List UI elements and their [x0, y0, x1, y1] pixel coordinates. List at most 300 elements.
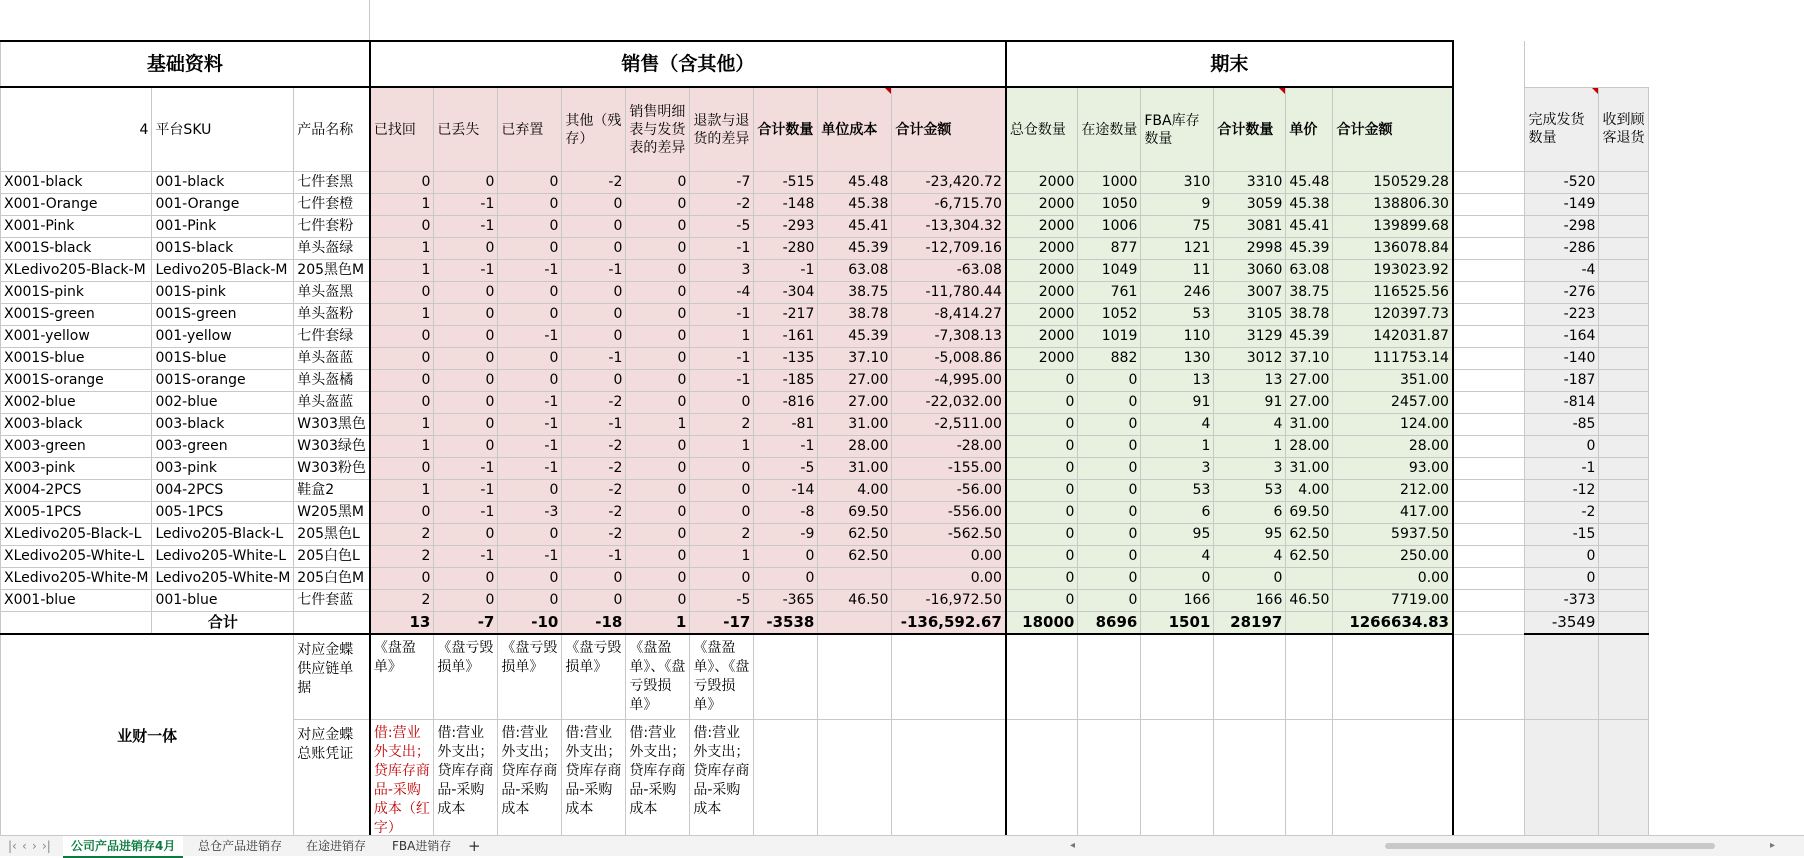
total-shipped-qty[interactable]: -3549 [1525, 612, 1599, 635]
sales-diff-cell[interactable]: 0 [626, 304, 690, 326]
end-total-amount-cell[interactable]: 111753.14 [1333, 348, 1453, 370]
empty-cell[interactable] [1599, 634, 1649, 720]
total-amount-cell[interactable]: -11,780.44 [892, 282, 1006, 304]
warehouse-qty-cell[interactable]: 0 [1006, 524, 1078, 546]
total-abandoned[interactable]: -10 [498, 612, 562, 635]
abandoned-cell[interactable]: 0 [498, 304, 562, 326]
end-total-amount-cell[interactable]: 116525.56 [1333, 282, 1453, 304]
sku-cell[interactable]: X001-yellow [1, 326, 152, 348]
sales-diff-cell[interactable]: 0 [626, 326, 690, 348]
section-finance[interactable]: 业财一体 [1, 634, 294, 835]
tab-fba-inventory[interactable]: FBA进销存 [392, 839, 452, 853]
product-name-cell[interactable]: 单头盔蓝 [294, 392, 370, 414]
warehouse-qty-cell[interactable]: 0 [1006, 392, 1078, 414]
shipped-qty-cell[interactable]: -2 [1525, 502, 1599, 524]
empty-cell[interactable] [1006, 720, 1078, 836]
empty-cell[interactable] [1078, 634, 1141, 720]
lost-cell[interactable]: -1 [434, 546, 498, 568]
unit-cost-cell[interactable]: 37.10 [818, 348, 892, 370]
sku-cell[interactable]: X001S-blue [1, 348, 152, 370]
empty-cell[interactable] [1453, 260, 1525, 282]
fba-qty-cell[interactable]: 4 [1141, 546, 1214, 568]
supply-cell[interactable]: 《盘盈单》 [370, 634, 434, 720]
end-total-amount-cell[interactable]: 139899.68 [1333, 216, 1453, 238]
empty-cell[interactable] [1214, 720, 1286, 836]
lost-cell[interactable]: -1 [434, 458, 498, 480]
abandoned-cell[interactable]: 0 [498, 568, 562, 590]
empty-cell[interactable] [1006, 634, 1078, 720]
transit-qty-cell[interactable]: 761 [1078, 282, 1141, 304]
received-cell[interactable] [1599, 282, 1649, 304]
end-total-amount-cell[interactable]: 150529.28 [1333, 172, 1453, 194]
end-total-qty-cell[interactable]: 166 [1214, 590, 1286, 612]
empty-cell[interactable] [892, 720, 1006, 836]
total-amount-cell[interactable]: 0.00 [892, 546, 1006, 568]
shipped-qty-cell[interactable]: 0 [1525, 546, 1599, 568]
abandoned-cell[interactable]: 0 [498, 370, 562, 392]
product-name-cell[interactable]: 205黑色M [294, 260, 370, 282]
abandoned-cell[interactable]: 0 [498, 172, 562, 194]
unit-price-cell[interactable]: 27.00 [1286, 392, 1333, 414]
sku-cell[interactable]: XLedivo205-White-L [1, 546, 152, 568]
refund-diff-cell[interactable]: 0 [690, 392, 754, 414]
refund-diff-cell[interactable]: -5 [690, 216, 754, 238]
sales-diff-cell[interactable]: 0 [626, 480, 690, 502]
sales-diff-cell[interactable]: 0 [626, 238, 690, 260]
abandoned-cell[interactable]: 0 [498, 480, 562, 502]
received-cell[interactable] [1599, 260, 1649, 282]
end-total-qty-cell[interactable]: 3060 [1214, 260, 1286, 282]
total-qty-cell[interactable]: 0 [754, 568, 818, 590]
empty-cell[interactable] [1453, 348, 1525, 370]
end-total-qty-cell[interactable]: 3081 [1214, 216, 1286, 238]
fba-qty-cell[interactable]: 9 [1141, 194, 1214, 216]
product-name-cell[interactable]: W205黑M [294, 502, 370, 524]
end-total-amount-cell[interactable]: 124.00 [1333, 414, 1453, 436]
fba-qty-cell[interactable]: 11 [1141, 260, 1214, 282]
transit-qty-cell[interactable]: 877 [1078, 238, 1141, 260]
end-total-amount-cell[interactable]: 193023.92 [1333, 260, 1453, 282]
lost-cell[interactable]: 0 [434, 326, 498, 348]
product-name-cell[interactable]: 鞋盒2 [294, 480, 370, 502]
end-total-amount-cell[interactable]: 417.00 [1333, 502, 1453, 524]
sales-diff-cell[interactable]: 0 [626, 216, 690, 238]
lost-cell[interactable]: 0 [434, 436, 498, 458]
sku-cell[interactable]: X003-green [1, 436, 152, 458]
platform-sku-cell[interactable]: 001S-orange [152, 370, 294, 392]
transit-qty-cell[interactable]: 1052 [1078, 304, 1141, 326]
fba-qty-cell[interactable]: 0 [1141, 568, 1214, 590]
shipped-qty-cell[interactable]: -85 [1525, 414, 1599, 436]
received-cell[interactable] [1599, 480, 1649, 502]
total-fba-qty[interactable]: 1501 [1141, 612, 1214, 635]
end-total-qty-cell[interactable]: 3310 [1214, 172, 1286, 194]
warehouse-qty-cell[interactable]: 0 [1006, 568, 1078, 590]
tab-warehouse-inventory[interactable]: 总仓产品进销存 [198, 839, 283, 853]
recovered-cell[interactable]: 0 [370, 458, 434, 480]
other-cell[interactable]: -2 [562, 502, 626, 524]
received-cell[interactable] [1599, 194, 1649, 216]
empty-cell[interactable] [1525, 720, 1599, 836]
supply-cell[interactable]: 《盘盈单》、《盘亏毁损单》 [690, 634, 754, 720]
other-cell[interactable]: 0 [562, 282, 626, 304]
other-cell[interactable]: 0 [562, 590, 626, 612]
recovered-cell[interactable]: 1 [370, 238, 434, 260]
abandoned-cell[interactable]: -1 [498, 436, 562, 458]
product-name-cell[interactable]: 205白色M [294, 568, 370, 590]
sku-cell[interactable]: X004-2PCS [1, 480, 152, 502]
scroll-right-icon[interactable]: ▸ [1770, 840, 1776, 851]
product-name-cell[interactable]: 七件套橙 [294, 194, 370, 216]
platform-sku-cell[interactable]: 004-2PCS [152, 480, 294, 502]
transit-qty-cell[interactable]: 1019 [1078, 326, 1141, 348]
total-qty-cell[interactable]: -515 [754, 172, 818, 194]
shipped-qty-cell[interactable]: -164 [1525, 326, 1599, 348]
sales-diff-cell[interactable]: 0 [626, 172, 690, 194]
unit-cost-cell[interactable]: 45.38 [818, 194, 892, 216]
lost-cell[interactable]: -1 [434, 480, 498, 502]
abandoned-cell[interactable]: -1 [498, 458, 562, 480]
unit-cost-cell[interactable]: 63.08 [818, 260, 892, 282]
unit-cost-cell[interactable]: 38.78 [818, 304, 892, 326]
unit-cost-cell[interactable]: 62.50 [818, 546, 892, 568]
recovered-cell[interactable]: 0 [370, 282, 434, 304]
total-amount-cell[interactable]: -5,008.86 [892, 348, 1006, 370]
platform-sku-cell[interactable]: 001-Pink [152, 216, 294, 238]
unit-price-cell[interactable]: 62.50 [1286, 546, 1333, 568]
refund-diff-cell[interactable]: 2 [690, 414, 754, 436]
recovered-cell[interactable]: 0 [370, 502, 434, 524]
total-qty-cell[interactable]: -293 [754, 216, 818, 238]
empty-cell[interactable] [1453, 304, 1525, 326]
gl-cell[interactable]: 借:营业外支出；贷库存商品-采购成本 [562, 720, 626, 836]
empty-cell[interactable] [754, 720, 818, 836]
platform-sku-cell[interactable]: 001-black [152, 172, 294, 194]
refund-diff-cell[interactable]: -2 [690, 194, 754, 216]
recovered-cell[interactable]: 1 [370, 480, 434, 502]
unit-cost-cell[interactable]: 45.41 [818, 216, 892, 238]
empty-cell[interactable] [1453, 282, 1525, 304]
fba-qty-cell[interactable]: 53 [1141, 304, 1214, 326]
warehouse-qty-cell[interactable]: 2000 [1006, 304, 1078, 326]
end-total-qty-cell[interactable]: 0 [1214, 568, 1286, 590]
sku-cell[interactable]: X005-1PCS [1, 502, 152, 524]
end-total-amount-cell[interactable]: 28.00 [1333, 436, 1453, 458]
warehouse-qty-cell[interactable]: 2000 [1006, 348, 1078, 370]
sku-cell[interactable]: X001-blue [1, 590, 152, 612]
transit-qty-cell[interactable]: 0 [1078, 480, 1141, 502]
total-qty-cell[interactable]: -217 [754, 304, 818, 326]
warehouse-qty-cell[interactable]: 0 [1006, 370, 1078, 392]
unit-price-cell[interactable]: 46.50 [1286, 590, 1333, 612]
empty-cell[interactable] [1453, 414, 1525, 436]
end-total-qty-cell[interactable]: 6 [1214, 502, 1286, 524]
shipped-qty-cell[interactable]: -15 [1525, 524, 1599, 546]
empty-cell[interactable] [818, 634, 892, 720]
received-cell[interactable] [1599, 546, 1649, 568]
gl-cell[interactable]: 借:营业外支出；贷库存商品-采购成本 [690, 720, 754, 836]
total-other[interactable]: -18 [562, 612, 626, 635]
sku-cell[interactable]: X003-pink [1, 458, 152, 480]
empty-cell[interactable] [1453, 194, 1525, 216]
other-cell[interactable]: -1 [562, 546, 626, 568]
total-end-qty[interactable]: 28197 [1214, 612, 1286, 635]
lost-cell[interactable]: -1 [434, 502, 498, 524]
total-qty-cell[interactable]: -135 [754, 348, 818, 370]
empty-cell[interactable] [1078, 720, 1141, 836]
warehouse-qty-cell[interactable]: 0 [1006, 546, 1078, 568]
fba-qty-cell[interactable]: 13 [1141, 370, 1214, 392]
abandoned-cell[interactable]: 0 [498, 282, 562, 304]
end-total-qty-cell[interactable]: 3012 [1214, 348, 1286, 370]
sku-cell[interactable]: XLedivo205-Black-L [1, 524, 152, 546]
abandoned-cell[interactable]: 0 [498, 238, 562, 260]
abandoned-cell[interactable]: 0 [498, 194, 562, 216]
unit-price-cell[interactable]: 45.38 [1286, 194, 1333, 216]
warehouse-qty-cell[interactable]: 2000 [1006, 238, 1078, 260]
platform-sku-cell[interactable]: 001-blue [152, 590, 294, 612]
last-sheet-icon[interactable]: ›| [42, 839, 51, 853]
shipped-qty-cell[interactable]: -286 [1525, 238, 1599, 260]
end-total-qty-cell[interactable]: 3007 [1214, 282, 1286, 304]
total-amount-cell[interactable]: -28.00 [892, 436, 1006, 458]
sku-cell[interactable]: X003-black [1, 414, 152, 436]
total-amount-cell[interactable]: -2,511.00 [892, 414, 1006, 436]
sku-cell[interactable]: X002-blue [1, 392, 152, 414]
total-qty-cell[interactable]: -1 [754, 436, 818, 458]
sales-diff-cell[interactable]: 0 [626, 458, 690, 480]
empty-cell[interactable] [1453, 590, 1525, 612]
shipped-qty-cell[interactable]: -814 [1525, 392, 1599, 414]
end-total-qty-cell[interactable]: 3 [1214, 458, 1286, 480]
total-amount-cell[interactable]: -556.00 [892, 502, 1006, 524]
total-amount-cell[interactable]: -56.00 [892, 480, 1006, 502]
received-cell[interactable] [1599, 304, 1649, 326]
received-cell[interactable] [1599, 436, 1649, 458]
platform-sku-cell[interactable]: Ledivo205-Black-M [152, 260, 294, 282]
gl-label[interactable]: 对应金蝶总账凭证 [294, 720, 370, 836]
sales-diff-cell[interactable]: 0 [626, 502, 690, 524]
total-amount-cell[interactable]: -7,308.13 [892, 326, 1006, 348]
received-cell[interactable] [1599, 326, 1649, 348]
sales-diff-cell[interactable]: 0 [626, 392, 690, 414]
lost-cell[interactable]: -1 [434, 216, 498, 238]
gl-cell[interactable]: 借:营业外支出；贷库存商品-采购成本 [434, 720, 498, 836]
abandoned-cell[interactable]: -1 [498, 414, 562, 436]
unit-price-cell[interactable]: 69.50 [1286, 502, 1333, 524]
empty-cell[interactable] [1286, 634, 1333, 720]
shipped-qty-cell[interactable]: -12 [1525, 480, 1599, 502]
total-amount-cell[interactable]: -13,304.32 [892, 216, 1006, 238]
received-cell[interactable] [1599, 502, 1649, 524]
supply-cell[interactable]: 《盘亏毁损单》 [498, 634, 562, 720]
recovered-cell[interactable]: 0 [370, 326, 434, 348]
unit-price-cell[interactable]: 63.08 [1286, 260, 1333, 282]
product-name-cell[interactable]: 单头盔蓝 [294, 348, 370, 370]
empty-cell[interactable] [1453, 370, 1525, 392]
end-total-amount-cell[interactable]: 2457.00 [1333, 392, 1453, 414]
empty-cell[interactable] [1453, 216, 1525, 238]
sales-diff-cell[interactable]: 0 [626, 436, 690, 458]
end-total-qty-cell[interactable]: 95 [1214, 524, 1286, 546]
transit-qty-cell[interactable]: 0 [1078, 392, 1141, 414]
sales-diff-cell[interactable]: 0 [626, 370, 690, 392]
horizontal-scrollbar[interactable] [1070, 840, 1780, 852]
total-amount-cell[interactable]: -23,420.72 [892, 172, 1006, 194]
sku-cell[interactable]: X001-black [1, 172, 152, 194]
other-cell[interactable]: 0 [562, 370, 626, 392]
other-cell[interactable]: -1 [562, 348, 626, 370]
transit-qty-cell[interactable]: 0 [1078, 436, 1141, 458]
end-total-qty-cell[interactable]: 4 [1214, 546, 1286, 568]
platform-sku-cell[interactable]: 003-green [152, 436, 294, 458]
unit-cost-cell[interactable] [818, 568, 892, 590]
empty-cell[interactable] [1525, 634, 1599, 720]
lost-cell[interactable]: 0 [434, 304, 498, 326]
end-total-qty-cell[interactable]: 4 [1214, 414, 1286, 436]
warehouse-qty-cell[interactable]: 0 [1006, 502, 1078, 524]
received-cell[interactable] [1599, 348, 1649, 370]
shipped-qty-cell[interactable]: -373 [1525, 590, 1599, 612]
gl-cell[interactable]: 借:营业外支出；贷库存商品-采购成本 [626, 720, 690, 836]
product-name-cell[interactable]: 单头盔黑 [294, 282, 370, 304]
empty-cell[interactable] [1599, 720, 1649, 836]
fba-qty-cell[interactable]: 110 [1141, 326, 1214, 348]
recovered-cell[interactable]: 2 [370, 524, 434, 546]
refund-diff-cell[interactable]: -4 [690, 282, 754, 304]
total-amount-cell[interactable]: 0.00 [892, 568, 1006, 590]
end-total-qty-cell[interactable]: 3129 [1214, 326, 1286, 348]
refund-diff-cell[interactable]: -1 [690, 348, 754, 370]
sku-cell[interactable]: X001S-pink [1, 282, 152, 304]
received-cell[interactable] [1599, 392, 1649, 414]
received-cell[interactable] [1599, 370, 1649, 392]
end-total-qty-cell[interactable]: 2998 [1214, 238, 1286, 260]
refund-diff-cell[interactable]: -7 [690, 172, 754, 194]
platform-sku-cell[interactable]: 001-Orange [152, 194, 294, 216]
other-cell[interactable]: 0 [562, 238, 626, 260]
fba-qty-cell[interactable]: 75 [1141, 216, 1214, 238]
supply-label[interactable]: 对应金蝶供应链单据 [294, 634, 370, 720]
unit-price-cell[interactable]: 45.39 [1286, 326, 1333, 348]
fba-qty-cell[interactable]: 3 [1141, 458, 1214, 480]
recovered-cell[interactable]: 0 [370, 216, 434, 238]
received-cell[interactable] [1599, 590, 1649, 612]
abandoned-cell[interactable]: 0 [498, 348, 562, 370]
shipped-qty-cell[interactable]: -1 [1525, 458, 1599, 480]
fba-qty-cell[interactable]: 121 [1141, 238, 1214, 260]
warehouse-qty-cell[interactable]: 0 [1006, 414, 1078, 436]
add-sheet-icon[interactable]: + [468, 837, 481, 855]
abandoned-cell[interactable]: -1 [498, 392, 562, 414]
platform-sku-cell[interactable]: Ledivo205-White-L [152, 546, 294, 568]
unit-price-cell[interactable]: 28.00 [1286, 436, 1333, 458]
unit-cost-cell[interactable]: 27.00 [818, 392, 892, 414]
platform-sku-cell[interactable]: 001S-blue [152, 348, 294, 370]
other-cell[interactable]: -1 [562, 414, 626, 436]
empty-cell[interactable] [1214, 634, 1286, 720]
received-cell[interactable] [1599, 216, 1649, 238]
refund-diff-cell[interactable]: 1 [690, 326, 754, 348]
empty-cell[interactable] [1141, 720, 1214, 836]
transit-qty-cell[interactable]: 882 [1078, 348, 1141, 370]
first-sheet-icon[interactable]: |‹ [8, 839, 17, 853]
lost-cell[interactable]: 0 [434, 414, 498, 436]
product-name-cell[interactable]: W303黑色 [294, 414, 370, 436]
shipped-qty-cell[interactable]: 0 [1525, 436, 1599, 458]
recovered-cell[interactable]: 0 [370, 172, 434, 194]
unit-cost-cell[interactable]: 62.50 [818, 524, 892, 546]
other-cell[interactable]: -2 [562, 436, 626, 458]
transit-qty-cell[interactable]: 0 [1078, 568, 1141, 590]
unit-cost-cell[interactable]: 31.00 [818, 458, 892, 480]
platform-sku-cell[interactable]: 001S-black [152, 238, 294, 260]
lost-cell[interactable]: 0 [434, 590, 498, 612]
lost-cell[interactable]: 0 [434, 568, 498, 590]
fba-qty-cell[interactable]: 53 [1141, 480, 1214, 502]
total-amount-cell[interactable]: -22,032.00 [892, 392, 1006, 414]
empty-cell[interactable] [1, 612, 152, 635]
total-warehouse-qty[interactable]: 18000 [1006, 612, 1078, 635]
platform-sku-cell[interactable]: Ledivo205-Black-L [152, 524, 294, 546]
platform-sku-cell[interactable]: 001-yellow [152, 326, 294, 348]
transit-qty-cell[interactable]: 0 [1078, 458, 1141, 480]
sales-diff-cell[interactable]: 0 [626, 568, 690, 590]
end-total-amount-cell[interactable]: 120397.73 [1333, 304, 1453, 326]
total-lost[interactable]: -7 [434, 612, 498, 635]
warehouse-qty-cell[interactable]: 2000 [1006, 282, 1078, 304]
supply-cell[interactable]: 《盘亏毁损单》 [562, 634, 626, 720]
unit-cost-cell[interactable]: 27.00 [818, 370, 892, 392]
empty-cell[interactable] [1453, 326, 1525, 348]
supply-cell[interactable]: 《盘盈单》、《盘亏毁损单》 [626, 634, 690, 720]
total-amount-cell[interactable]: -63.08 [892, 260, 1006, 282]
other-cell[interactable]: -2 [562, 524, 626, 546]
other-cell[interactable]: -2 [562, 172, 626, 194]
recovered-cell[interactable]: 2 [370, 590, 434, 612]
total-amount-cell[interactable]: -12,709.16 [892, 238, 1006, 260]
empty-cell[interactable] [1453, 480, 1525, 502]
abandoned-cell[interactable]: -1 [498, 326, 562, 348]
recovered-cell[interactable]: 1 [370, 260, 434, 282]
end-total-amount-cell[interactable]: 5937.50 [1333, 524, 1453, 546]
other-cell[interactable]: -2 [562, 480, 626, 502]
sales-diff-cell[interactable]: 0 [626, 590, 690, 612]
end-total-qty-cell[interactable]: 91 [1214, 392, 1286, 414]
sku-cell[interactable]: X001S-green [1, 304, 152, 326]
shipped-qty-cell[interactable]: -140 [1525, 348, 1599, 370]
refund-diff-cell[interactable]: 0 [690, 502, 754, 524]
refund-diff-cell[interactable]: -1 [690, 238, 754, 260]
lost-cell[interactable]: 0 [434, 370, 498, 392]
total-amount-cell[interactable]: -155.00 [892, 458, 1006, 480]
unit-price-cell[interactable]: 38.78 [1286, 304, 1333, 326]
scroll-left-icon[interactable]: ◂ [1070, 840, 1076, 851]
empty-cell[interactable] [818, 720, 892, 836]
unit-price-cell[interactable] [1286, 568, 1333, 590]
empty-cell[interactable] [754, 634, 818, 720]
empty-cell[interactable] [1453, 634, 1525, 720]
shipped-qty-cell[interactable]: -276 [1525, 282, 1599, 304]
received-cell[interactable] [1599, 238, 1649, 260]
end-total-amount-cell[interactable]: 7719.00 [1333, 590, 1453, 612]
empty-cell[interactable] [1333, 634, 1453, 720]
transit-qty-cell[interactable]: 0 [1078, 546, 1141, 568]
total-sales-diff[interactable]: 1 [626, 612, 690, 635]
end-total-qty-cell[interactable]: 1 [1214, 436, 1286, 458]
total-qty-cell[interactable]: -1 [754, 260, 818, 282]
refund-diff-cell[interactable]: 3 [690, 260, 754, 282]
